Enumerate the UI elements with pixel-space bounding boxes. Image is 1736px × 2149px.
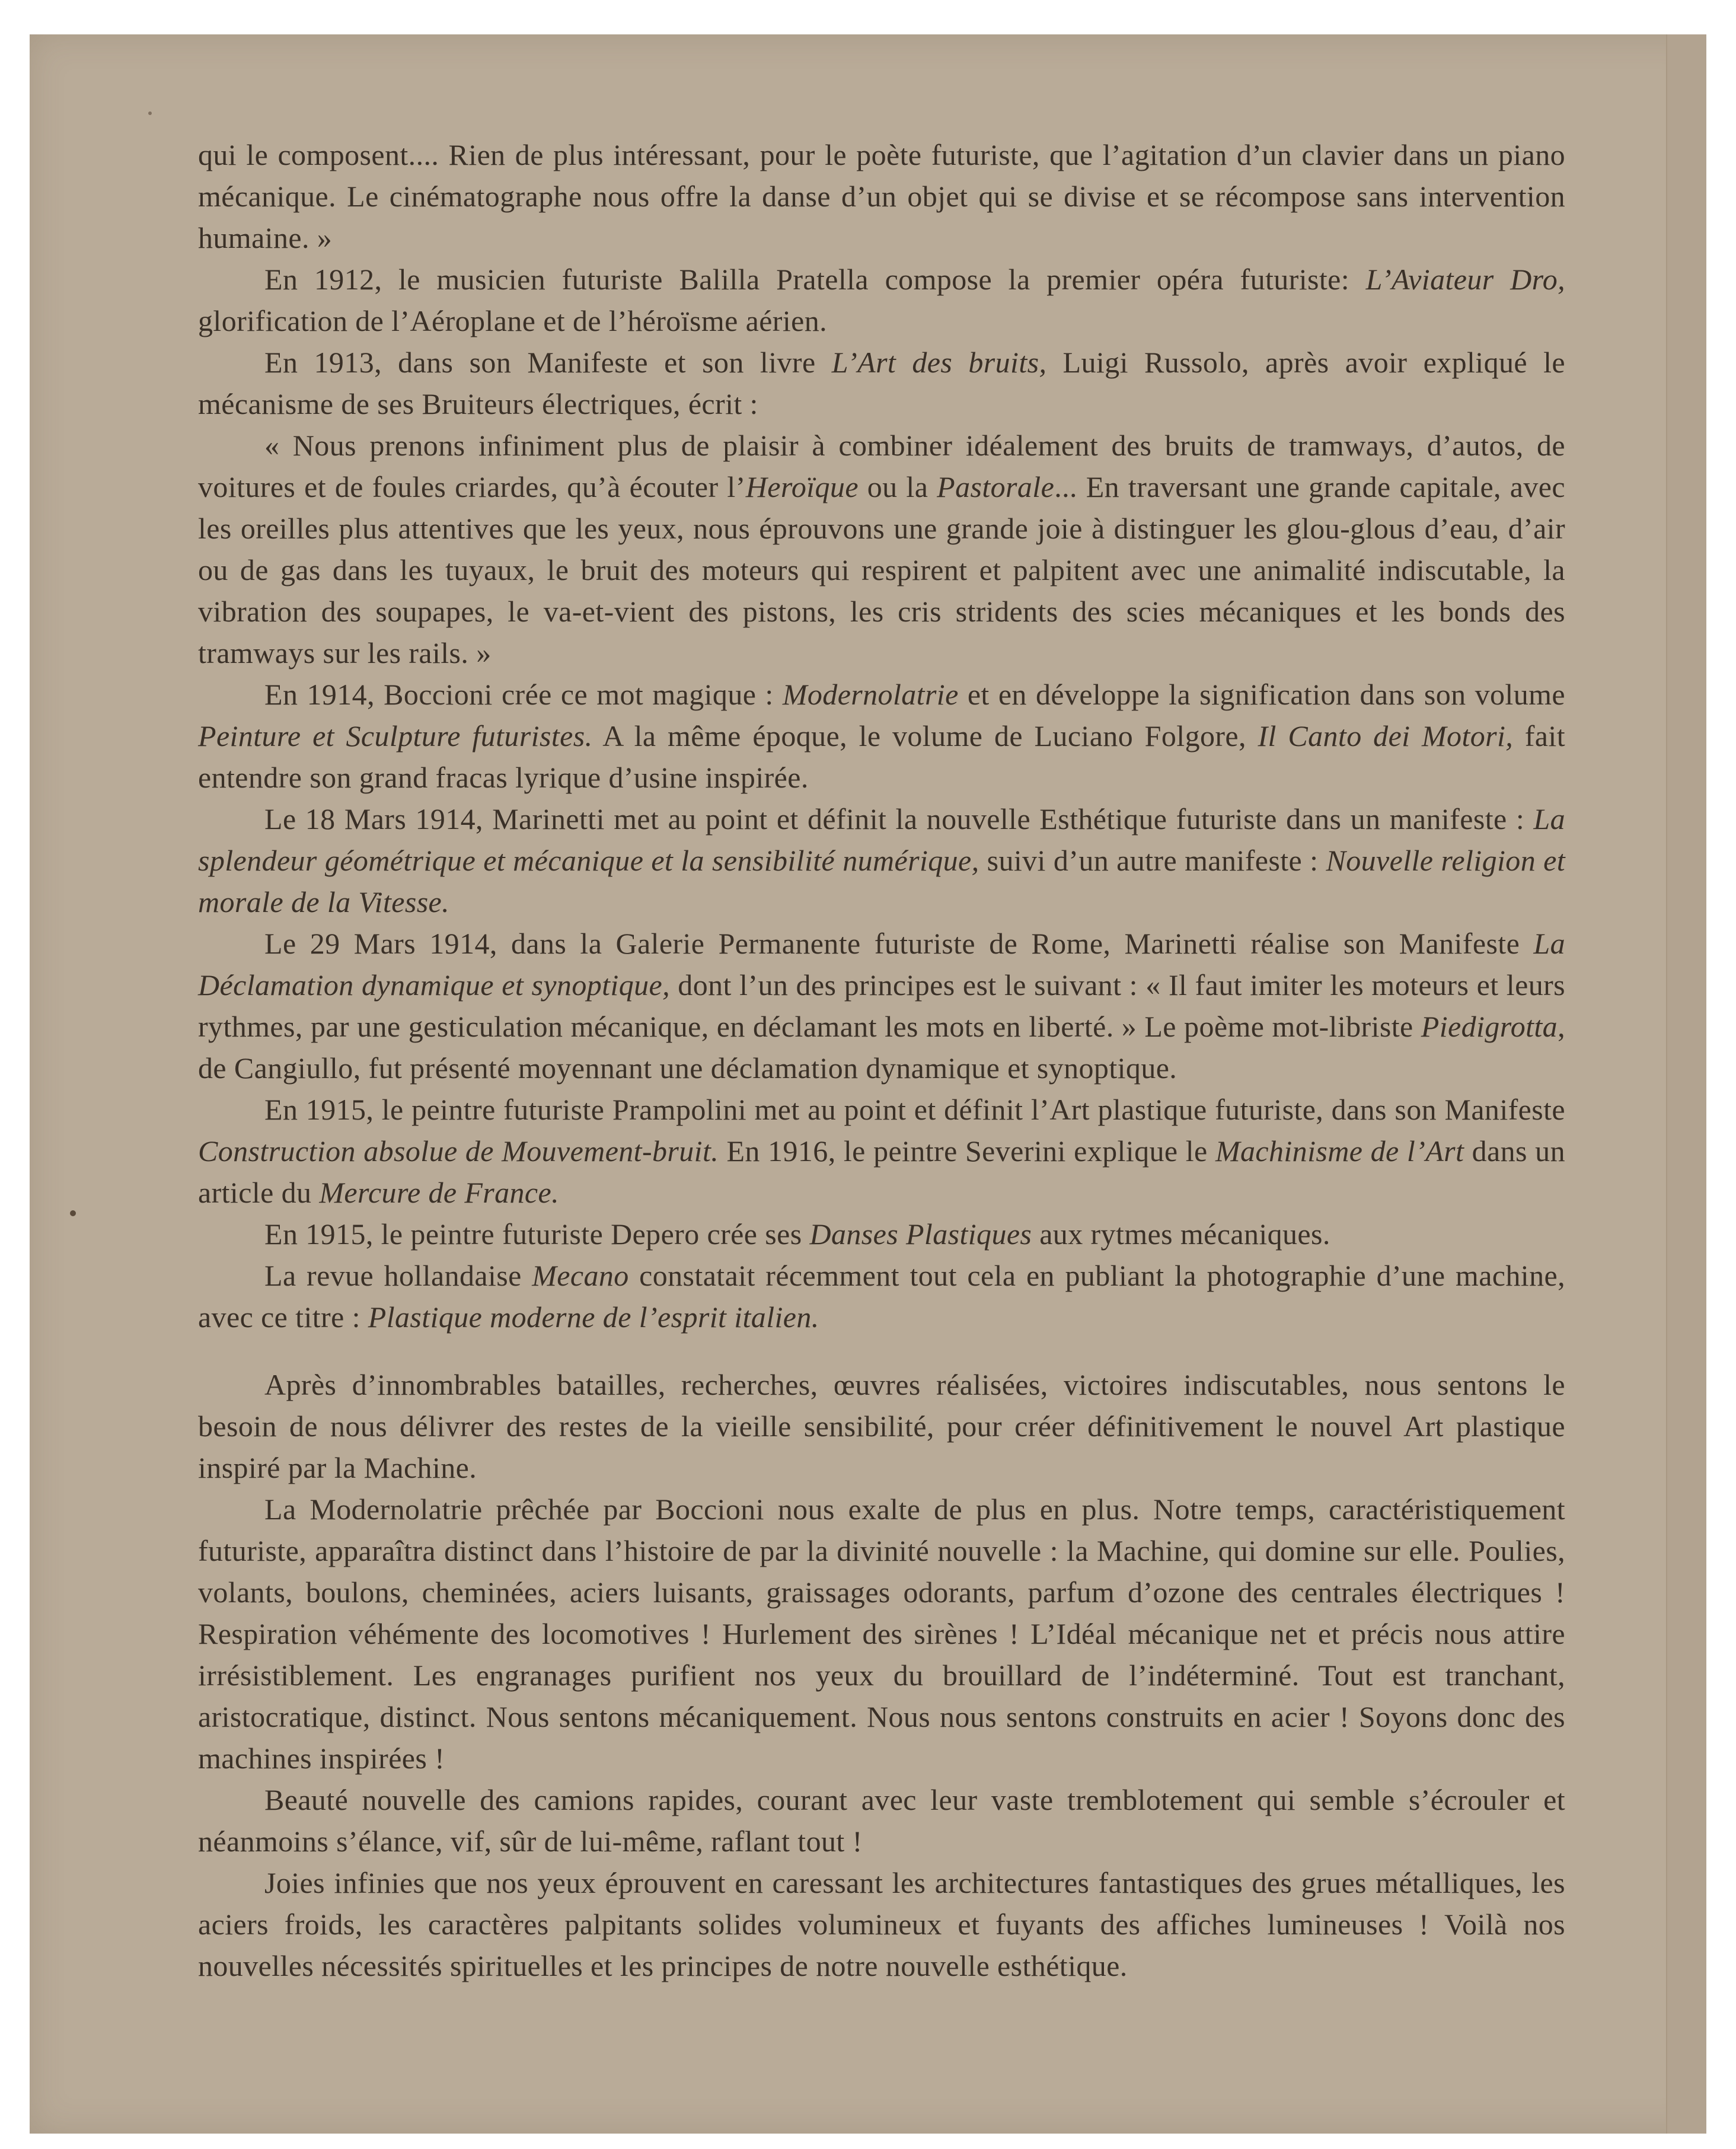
paragraph-text: aux rytmes mécaniques. [1032,1217,1330,1251]
italic-reference-text: La splendeur géométrique et mécanique et la sensibilité numérique, [198,802,1565,877]
italic-reference-text: L’Aviateur Dro, [1365,263,1565,296]
paragraph-text: « Nous prenons infiniment plus de plaisir à combiner idéalement des bruits de tramways, d’autos, de voitures et de foules criardes, qu’à écouter l’ [198,429,1565,503]
page-fold-margin [1666,34,1706,2134]
ink-speck [70,1210,76,1216]
paragraph-text: En 1916, le peintre Severini explique le [719,1134,1215,1168]
italic-reference-text: La Déclamation dynamique et synoptique, [198,927,1565,1002]
italic-reference-text: Mecano [532,1259,629,1292]
paragraph [198,1488,1565,1779]
paragraph [198,923,1565,1089]
paragraph-text: et en développe la signification dans son volume [958,678,1565,711]
paragraph-text: A la même époque, le volume de Luciano Folgore, [592,719,1258,753]
paragraph [198,259,1565,342]
paragraph [198,1862,1565,1987]
paragraph-text: Le 29 Mars 1914, dans la Galerie Permanente futuriste de Rome, Marinetti réalise son Manifeste [264,927,1534,960]
paragraph-text: En 1913, dans son Manifeste et son livre [264,346,832,379]
italic-reference-text: Il Canto dei Motori, [1258,719,1514,753]
italic-reference-text: Piedigrotta [1421,1010,1558,1043]
ink-speck [148,111,152,115]
italic-reference-text: Heroïque [745,470,859,503]
italic-reference-text: Pastorale [937,470,1055,503]
paragraph [198,1364,1565,1488]
italic-reference-text: Machinisme de l’Art [1215,1134,1464,1168]
paragraph-text: ou la [858,470,937,503]
italic-reference-text: Mercure de France. [319,1176,560,1209]
paragraph-text: Le 18 Mars 1914, Marinetti met au point et définit la nouvelle Esthétique futuriste dans un manifeste : [264,802,1534,836]
paragraph [198,342,1565,425]
paragraph-text: Joies infinies que nos yeux éprouvent en caressant les architectures fantastiques des grues métalliques, les aciers froids, les caractères palpitants solides volumineux et fuyants des affiches lumineuses ! Voilà nos nouvelles nécessités spirituelles et les principes de notre nouvelle esthétique. [198,1866,1565,1982]
document-sheet [30,34,1705,2134]
paragraph-text: fait entendre son grand fracas lyrique d’usine inspirée. [198,719,1565,794]
paragraph-text: , de Cangiullo, fut présenté moyennant une déclamation dynamique et synoptique. [198,1010,1565,1085]
paragraph-text: glorification de l’Aéroplane et de l’héroïsme aérien. [198,304,828,337]
paragraph [198,134,1565,259]
italic-reference-text: Danses Plastiques [809,1217,1032,1251]
paragraph [198,674,1565,798]
italic-reference-text: L’Art des bruits, [831,346,1047,379]
manifesto-text-body [198,134,1565,1987]
paragraph-text: constatait récemment tout cela en publiant la photographie d’une machine, avec ce titre : [198,1259,1565,1334]
paragraph-text: ... En traversant une grande capitale, avec les oreilles plus attentives que les yeux, nous éprouvons une grande joie à distinguer les glou-glous d’eau, d’air ou de gas dans les tuyaux, le bruit des moteurs qui respirent et palpitent avec une animalité indiscutable, la vibration des soupapes, le va-et-vient des pistons, les cris stridents des scies mécaniques et les bonds des tramways sur les rails. » [198,470,1565,669]
paragraph-text: qui le composent.... Rien de plus intéressant, pour le poète futuriste, que l’agitation d’un clavier dans un piano mécanique. Le cinématographe nous offre la danse d’un objet qui se divise et se récompose sans intervention humaine. » [198,138,1565,254]
paragraph [198,798,1565,923]
paragraph-text: La Modernolatrie prêchée par Boccioni nous exalte de plus en plus. Notre temps, caractéristiquement futuriste, apparaîtra distinct dans l’histoire de par la divinité nouvelle : la Machine, qui domine sur elle. Poulies, volants, boulons, cheminées, aciers luisants, graissages odorants, parfum d’ozone des centrales électriques ! Respiration véhémente des locomotives ! Hurlement des sirènes ! L’Idéal mécanique net et précis nous attire irrésistiblement. Les engranages purifient nos yeux du brouillard de l’indéterminé. Tout est tranchant, aristocratique, distinct. Nous sentons mécaniquement. Nous nous sentons construits en acier ! Soyons donc des machines inspirées ! [198,1493,1565,1775]
italic-reference-text: Plastique moderne de l’esprit italien. [368,1300,819,1334]
paragraph [198,1213,1565,1255]
paragraph-text: En 1915, le peintre futuriste Depero crée ses [264,1217,810,1251]
paragraph-text: dans un article du [198,1134,1565,1209]
paragraph-text: La revue hollandaise [264,1259,532,1292]
paragraph [198,1089,1565,1213]
paragraph-text: Beauté nouvelle des camions rapides, courant avec leur vaste tremblotement qui semble s’écrouler et néanmoins s’élance, vif, sûr de lui-même, raflant tout ! [198,1783,1565,1858]
paragraph-text: En 1912, le musicien futuriste Balilla Pratella compose la premier opéra futuriste: [264,263,1366,296]
paragraph [198,1255,1565,1338]
paragraph-text: Après d’innombrables batailles, recherches, œuvres réalisées, victoires indiscutables, nous sentons le besoin de nous délivrer des restes de la vieille sensibilité, pour créer définitivement le nouvel Art plastique inspiré par la Machine. [198,1368,1565,1484]
paragraph-text: En 1915, le peintre futuriste Prampolini met au point et définit l’Art plastique futuriste, dans son Manifeste [264,1093,1565,1126]
italic-reference-text: Peinture et Sculpture futuristes. [198,719,593,753]
paragraph-text: En 1914, Boccioni crée ce mot magique : [264,678,783,711]
paragraph-text: suivi d’un autre manifeste : [979,844,1326,877]
italic-reference-text: Construction absolue de Mouvement-bruit. [198,1134,719,1168]
paragraph-text: Luigi Russolo, après avoir expliqué le mécanisme de ses Bruiteurs électriques, écrit : [198,346,1565,420]
paragraph-text: dont l’un des principes est le suivant : « Il faut imiter les moteurs et leurs rythmes, par une gesticulation mécanique, en déclamant les mots en liberté. » Le poème mot-libriste [198,968,1565,1043]
italic-reference-text: Nouvelle religion et morale de la Vitesse. [198,844,1566,919]
paragraph [198,425,1565,674]
paragraph [198,1779,1565,1862]
italic-reference-text: Modernolatrie [782,678,959,711]
